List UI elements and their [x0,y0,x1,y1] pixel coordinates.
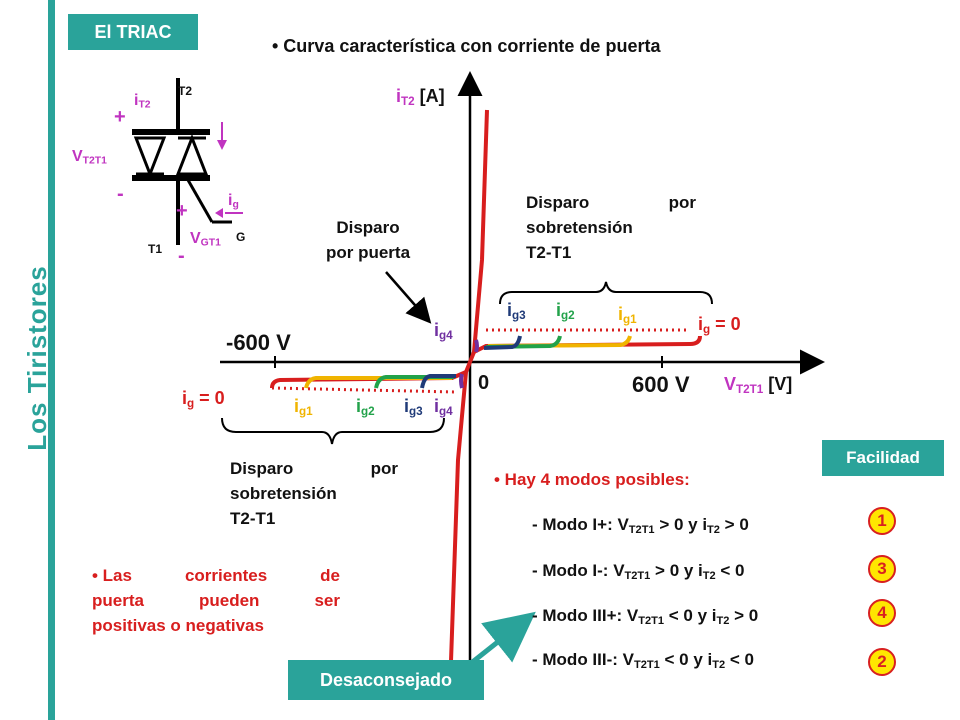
mode2-sub2: T2 [702,569,716,582]
breakover-dotted-negative [272,388,456,392]
gate-trigger-line1: Disparo [336,218,400,237]
mode-item-3 [532,606,758,627]
symbol-it2-main: i [134,92,139,109]
label-ig0-top-main: i [698,314,704,334]
note-word6: ser [314,591,340,610]
label-ig4-bottom-main: i [434,396,440,416]
gate-trigger-annotation [298,215,438,265]
label-ig1-top [618,304,637,326]
curve-ig4-positive [476,340,477,352]
label-ig3-top-sub: g3 [512,308,526,322]
label-ig0-bottom-main: i [182,388,188,408]
symbol-plus-top: + [114,106,126,128]
label-ig3-bottom [404,396,423,418]
overvoltage-bottom-line2: sobretensión [230,484,337,503]
symbol-ig-sub: g [232,199,239,211]
mode2-mid: > 0 y i [650,561,703,580]
mode3-sub1: T2T1 [638,614,665,627]
label-ig0-top-tail: = 0 [710,314,741,334]
gate-trigger-line2: por puerta [325,243,411,262]
note-word4: puerta [92,591,144,610]
mode3-mid: < 0 y i [664,606,717,625]
mode4-rank-badge: 2 [868,648,896,676]
label-ig3-bottom-sub: g3 [409,404,423,418]
label-ig3-top-main: i [507,300,513,320]
slide-tab-title: El TRIAC [68,14,198,50]
symbol-vt2t1-main: V [72,148,83,165]
label-ig1-top-sub: g1 [623,312,637,326]
curve-on-state-positive [470,110,487,362]
symbol-t1-label: T1 [148,242,163,256]
label-ig1-bottom [294,396,313,418]
modes-intro: • Hay 4 modos posibles: [494,470,690,489]
mode2-sub1: T2T1 [624,569,651,582]
label-ig1-bottom-sub: g1 [299,404,313,418]
overvoltage-top-line3: T2-T1 [526,243,572,262]
label-ig0-bottom-tail: = 0 [194,388,225,408]
overvoltage-top-line1 [526,190,696,215]
label-ig4-top-sub: g4 [439,328,453,342]
brace-bottom [222,418,444,444]
curve-ig2-positive [486,336,560,347]
mode2-rank-badge: 3 [868,555,896,583]
symbol-vgt1-main: V [190,230,201,247]
label-ig4-top [434,320,453,342]
label-ig2-top [556,300,575,322]
mode1-post: > 0 [719,515,749,534]
label-ig4-bottom [434,396,453,418]
mode1-mid: > 0 y i [654,515,708,534]
label-ig0-bottom-sub: g [187,396,195,410]
note-word2: corrientes [184,566,268,585]
symbol-ig-main: i [228,192,233,209]
symbol-vt2t1-sub: T2T1 [82,155,107,167]
x-axis-unit: [V] [763,374,793,394]
label-ig1-bottom-main: i [294,396,300,416]
vertical-section-title: Los Tiristores [22,265,52,451]
label-ig4-bottom-sub: g4 [439,404,453,418]
overvoltage-top-word1: Disparo [526,193,590,212]
curve-ig2-negative [376,377,454,388]
y-axis-main: i [396,86,402,106]
label-ig3-top [507,300,526,322]
origin-label: 0 [478,372,490,394]
mode-item-4 [532,650,754,671]
brace-top [500,282,712,304]
x-tick-pos-label: 600 V [632,372,690,397]
note-word5: pueden [198,591,260,610]
note-word1: • Las [92,566,132,585]
slide-headline: • Curva característica con corriente de puerta [272,36,661,56]
curve-ig3-negative [422,376,456,388]
label-ig2-bottom-main: i [356,396,362,416]
note-line1 [92,563,340,588]
mode1-sub1: T2T1 [628,523,655,536]
mode3-rank-badge: 4 [868,599,896,627]
label-ig0-bottom [182,388,225,410]
overvoltage-bottom-line1 [230,456,398,481]
curve-ig4-negative [461,374,462,388]
mode1-rank-badge: 1 [868,507,896,535]
overvoltage-bottom-line3: T2-T1 [230,509,276,528]
label-ig2-bottom [356,396,375,418]
x-axis-main: V [724,374,737,394]
desaconsejado-badge: Desaconsejado [288,660,484,700]
x-axis-label [724,374,792,396]
gate-current-note [92,563,340,638]
mode3-post: > 0 [729,606,759,625]
label-ig0-top-sub: g [703,322,711,336]
mode1-sub2: T2 [707,523,720,536]
label-ig0-top [698,314,741,336]
facilidad-badge: Facilidad [822,440,944,476]
symbol-t2-label: T2 [178,84,193,98]
label-ig4-top-main: i [434,320,440,340]
desaconsejado-arrow [470,618,528,664]
mode4-sub1: T2T1 [633,658,660,671]
note-line3: positivas o negativas [92,616,264,635]
y-axis-sub: T2 [401,94,415,108]
overvoltage-top-word2: por [668,193,696,212]
overvoltage-annotation-bottom [230,456,398,531]
symbol-minus-bottom: - [178,245,185,267]
gate-trigger-arrow [386,272,428,320]
x-tick-neg-label: -600 V [226,330,291,355]
note-line2 [92,588,340,613]
mode3-sub2: T2 [716,614,730,627]
symbol-plus-bottom: + [176,200,188,222]
curve-on-state-negative [450,362,470,690]
label-ig2-bottom-sub: g2 [361,404,375,418]
mode4-sub2: T2 [712,658,726,671]
overvoltage-bottom-word2: por [370,459,398,478]
overvoltage-bottom-word1: Disparo [230,459,294,478]
symbol-it2-sub: T2 [138,99,151,111]
label-ig3-bottom-main: i [404,396,410,416]
label-ig2-top-sub: g2 [561,308,575,322]
curve-ig3-positive [484,336,520,348]
symbol-vgt1-sub: GT1 [200,237,221,249]
label-ig1-top-main: i [618,304,624,324]
y-axis-unit: [A] [414,86,445,106]
mode3-pre: - Modo III+: V [532,606,639,625]
x-axis-sub: T2T1 [736,382,764,396]
mode-item-2 [532,561,745,582]
mode4-mid: < 0 y i [659,650,713,669]
symbol-minus-top: - [117,183,124,205]
y-axis-label [396,86,445,108]
overvoltage-top-line2: sobretensión [526,218,633,237]
label-ig2-top-main: i [556,300,562,320]
overvoltage-annotation-top [526,190,696,265]
mode-item-1 [532,515,749,536]
mode4-pre: - Modo III-: V [532,650,634,669]
mode1-pre: - Modo I+: V [532,515,629,534]
mode2-pre: - Modo I-: V [532,561,625,580]
mode4-post: < 0 [725,650,754,669]
mode2-post: < 0 [715,561,745,580]
note-word3: de [320,566,340,585]
symbol-gate-label: G [236,230,246,244]
